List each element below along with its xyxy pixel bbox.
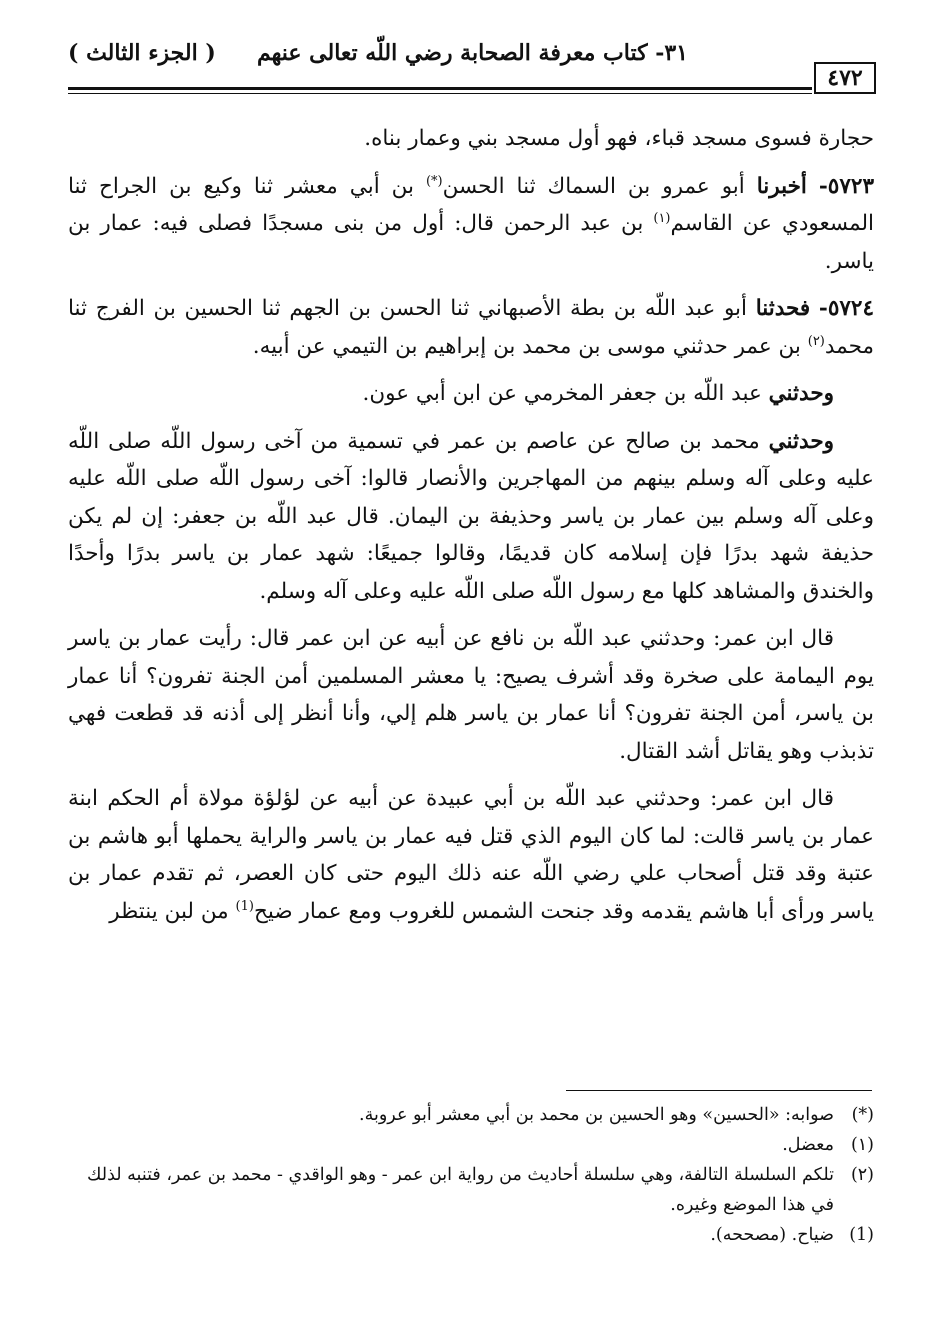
paragraph: وحدثني عبد اللّه بن جعفر المخرمي عن ابن أبي عون.: [362, 381, 834, 406]
footnotes: [68, 1100, 874, 1250]
footnote-ref: (1): [235, 898, 254, 914]
paragraph: وحدثني محمد بن صالح عن عاصم بن عمر في تسمية من آخى رسول اللّه صلى اللّه عليه وعلى آله وسلم بينهم من المهاجرين والأنصار قالوا: آخى رسول اللّه صلى اللّه عليه وعلى آله وسلم بين عمار بن ياسر وحذيفة بن اليمان. قال عبد اللّه بن جعفر: إن لم يكن حذيفة شهد بدرًا فإن إسلامه كان قديمًا، وقالوا جميعًا: شهد عمار بن ياسر بدرًا وأحدًا والخندق والمشاهد كلها مع رسول اللّه صلى اللّه عليه وعلى آله وسلم.: [68, 428, 874, 604]
header-rule: [68, 87, 812, 90]
footnote-mark: (*): [851, 1105, 874, 1125]
footnote-mark: (١): [850, 1135, 874, 1155]
paragraph: حجارة فسوى مسجد قباء، فهو أول مسجد بني وعمار بناه.: [364, 126, 874, 151]
transmission-keyword: وحدثني: [768, 428, 834, 454]
footnote-ref: (١): [653, 210, 671, 226]
volume-label: ( الجزء الثالث ): [68, 40, 216, 66]
transmission-keyword: فحدثنا: [755, 296, 811, 321]
footnote-text: معضل.: [782, 1135, 834, 1155]
footnote-ref: (٢): [807, 333, 825, 349]
footnote-separator: [566, 1090, 872, 1091]
running-header: [68, 40, 876, 91]
main-text: [68, 120, 874, 940]
hadith-5724: ٥٧٢٤- فحدثنا أبو عبد اللّه بن بطة الأصبهاني ثنا الحسن بن الجهم ثنا الحسين بن الفرج ثنا محمد$^{(٢)}$ بن عمر حدثني موسى بن محمد بن إبراهيم بن التيمي عن أبيه.: [68, 296, 875, 359]
header-rule-thin: [68, 93, 812, 94]
footnote-mark: (٢): [850, 1165, 874, 1185]
transmission-keyword: أخبرنا: [756, 173, 807, 199]
footnote: [68, 1100, 874, 1130]
paragraph: قال ابن عمر: وحدثني عبد اللّه بن أبي عبيدة عن أبيه عن لؤلؤة مولاة أم الحكم ابنة عمار بن ياسر قالت: لما كان اليوم الذي قتل فيه عمار بن ياسر والراية يحملها أبو هاشم بن عتبة وقد قتل أصحاب علي رضي اللّه عنه ذلك اليوم حتى كان العصر، ثم تقدم عمار بن ياسر ورأى أبا هاشم يقدمه وقد جنحت الشمس للغروب ومع عمار ضيح$^{(1)}$ من لبن ينتظر: [68, 786, 874, 924]
footnote: [68, 1220, 874, 1250]
footnote-text: تلكم السلسلة التالفة، وهي سلسلة أحاديث من رواية ابن عمر - وهو الواقدي - محمد بن عمر، فتنبه لذلك في هذا الموضع وغيره.: [87, 1165, 834, 1215]
footnote: [68, 1160, 874, 1220]
hadith-number: ٥٧٢٣-: [818, 173, 874, 199]
footnote: [68, 1130, 874, 1160]
transmission-keyword: وحدثني: [768, 381, 834, 406]
hadith-5723: ٥٧٢٣- أخبرنا أبو عمرو بن السماك ثنا الحسن(*) بن أبي معشر ثنا وكيع بن الجراح ثنا المسعودي عن القاسم$^{(١)}$ بن عبد الرحمن قال: أول من بنى مسجدًا فصلى فيه: عمار بن ياسر.: [68, 173, 875, 274]
page-number: ٤٧٢: [814, 62, 876, 94]
chapter-title: ٣١- كتاب معرفة الصحابة رضي اللّه تعالى عنهم: [256, 40, 688, 66]
footnote-text: ضياح. (مصححه).: [710, 1225, 834, 1245]
paragraph: قال ابن عمر: وحدثني عبد اللّه بن نافع عن أبيه عن ابن عمر قال: رأيت عمار بن ياسر يوم اليمامة على صخرة وقد أشرف يصيح: يا معشر المسلمين أمن الجنة تفرون؟ أنا عمار بن ياسر، أمن الجنة تفرون؟ أنا عمار بن ياسر هلم إلي، وأنا أنظر إلى أذنه قد قطعت فهي تذبذب وهو يقاتل أشد القتال.: [68, 626, 874, 764]
footnote-mark: (1): [849, 1225, 874, 1245]
footnote-ref: (*): [425, 173, 443, 189]
footnote-text: صوابه: «الحسين» وهو الحسين بن محمد بن أبي معشر أبو عروبة.: [359, 1105, 834, 1125]
hadith-number: ٥٧٢٤-: [818, 296, 875, 321]
